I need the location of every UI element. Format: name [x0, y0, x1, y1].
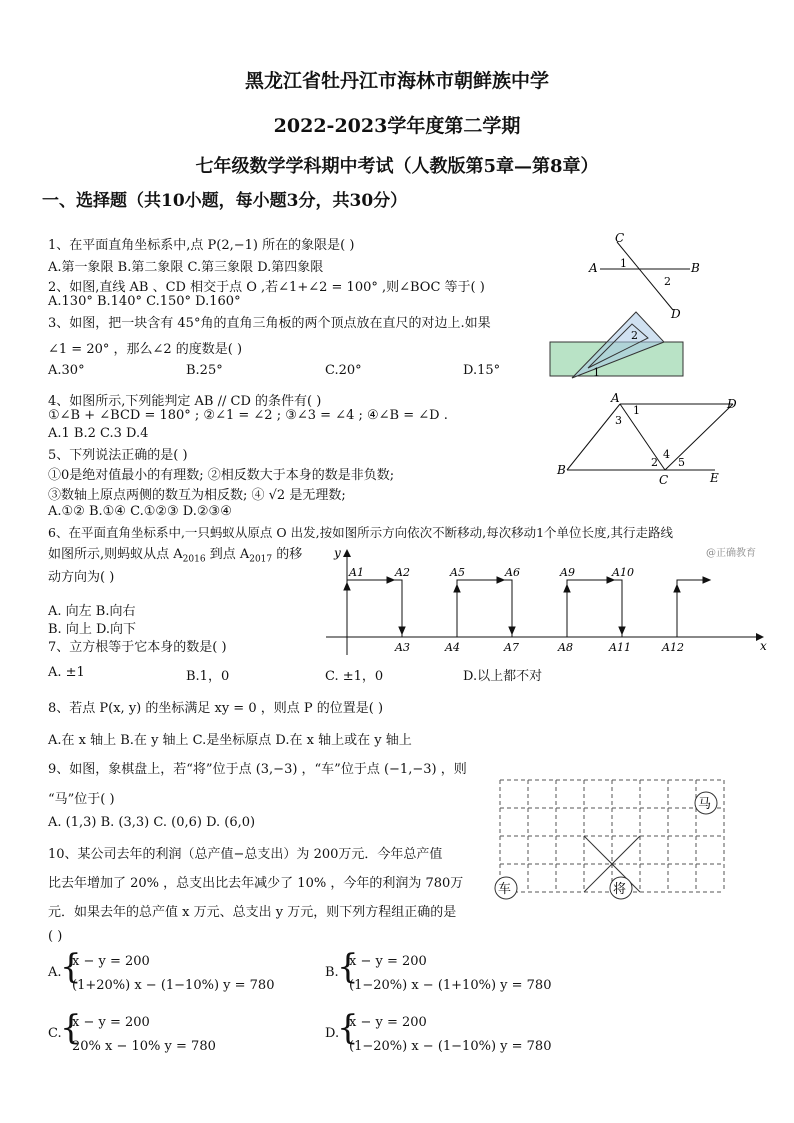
fig3-angle-2: 2: [651, 456, 658, 469]
q7-option-a: A. ±1: [48, 665, 85, 680]
q6-sub-2017: 2017: [249, 554, 273, 565]
label-a1: A1: [349, 566, 364, 579]
figure-parallelogram: [555, 392, 745, 487]
fig3-label-c: C: [659, 473, 669, 487]
figure-ant-path: [322, 545, 772, 660]
seg-ab: [567, 404, 620, 470]
q6-text-b: 到点 A: [205, 547, 250, 562]
q6-stem-3: 动方向为( ): [48, 570, 115, 585]
label-a7: A7: [504, 641, 519, 654]
exam-title: 七年级数学学科期中考试（人教版第5章—第8章）: [195, 156, 599, 177]
fig1-angle-2: 2: [664, 275, 671, 288]
q10-option-c-eq2: 20% x − 10% y = 780: [72, 1039, 216, 1054]
fig3-label-b: B: [557, 463, 566, 477]
q10-line-3: 元．如果去年的总产值 x 万元、总支出 y 万元，则下列方程组正确的是: [48, 905, 457, 920]
figure-chess-board: [490, 775, 750, 900]
q10-option-a-eq2: (1+20%) x − (1−10%) y = 780: [72, 978, 275, 993]
q7-option-c: C. ±1，0: [325, 669, 384, 684]
arrow-7-icon: [564, 585, 570, 592]
arrow-1-icon: [344, 583, 350, 590]
arrow-4-icon: [454, 585, 460, 592]
q5-statement-1: ①0是绝对值最小的有理数; ②相反数大于本身的数是非负数;: [48, 468, 395, 483]
q8-stem: 8、若点 P(x, y) 的坐标满足 xy = 0 ，则点 P 的位置是( ): [48, 701, 384, 716]
q2-options: A.130° B.140° C.150° D.160°: [48, 294, 241, 309]
q10-option-b-eq2: (1−20%) x − (1+10%) y = 780: [349, 978, 552, 993]
label-a3: A3: [395, 641, 410, 654]
q6-options-2: B. 向上 D.向下: [48, 622, 137, 637]
q10-option-d-eq2: (1−20%) x − (1−10%) y = 780: [349, 1039, 552, 1054]
fig3-angle-3: 3: [615, 414, 622, 427]
piece-ma-label: 马: [698, 797, 712, 812]
fig1-angle-1: 1: [620, 257, 627, 270]
q10-option-c-eq1: x − y = 200: [72, 1015, 150, 1030]
fig1-label-a: A: [589, 261, 598, 275]
q10-option-b-label: B.: [325, 965, 339, 980]
ant-arrows: [344, 577, 710, 634]
piece-jiang-label: 将: [613, 882, 627, 897]
q10-line-1: 10、某公司去年的利润（总产值−总支出）为 200万元．今年总产值: [48, 847, 443, 862]
figure-intersecting-lines: [585, 230, 715, 321]
q1-stem: 1、在平面直角坐标系中,点 P(2,−1) 所在的象限是( ): [48, 238, 355, 253]
q10-line-4: ( ): [48, 929, 63, 944]
figure-ruler-triangle: [548, 310, 688, 380]
fig1-label-d: D: [671, 307, 681, 321]
fig1-label-b: B: [691, 261, 700, 275]
seg-ac: [620, 404, 665, 470]
q7-option-d: D.以上都不对: [463, 669, 543, 684]
q10-option-a-brace: {: [60, 947, 82, 987]
q5-statement-2: ③数轴上原点两侧的数互为相反数; ④ √2 是无理数;: [48, 488, 346, 503]
fig2-angle-1: 1: [593, 366, 600, 379]
arrow-5-icon: [497, 577, 504, 583]
label-a6: A6: [505, 566, 520, 579]
q8-options: A.在 x 轴上 B.在 y 轴上 C.是坐标原点 D.在 x 轴上或在 y 轴上: [48, 733, 412, 748]
x-axis-label: x: [760, 639, 767, 653]
label-a4: A4: [445, 641, 460, 654]
q9-options: A. (1,3) B. (3,3) C. (0,6) D. (6,0): [48, 815, 256, 830]
q10-line-2: 比去年增加了 20% ，总支出比去年减少了 10% ，今年的利润为 780万: [48, 876, 464, 891]
q3-stem-1: 3、如图，把一块含有 45°角的直角三角板的两个顶点放在直尺的对边上.如果: [48, 316, 491, 331]
q10-option-a-label: A.: [48, 965, 62, 980]
q3-option-c: C.20°: [325, 363, 362, 378]
q1-options: A.第一象限 B.第二象限 C.第三象限 D.第四象限: [48, 260, 324, 275]
label-a9: A9: [560, 566, 575, 579]
arrow-11-icon: [703, 577, 710, 583]
arrow-2-icon: [387, 577, 394, 583]
q10-option-a-eq1: x − y = 200: [72, 954, 150, 969]
label-a8: A8: [558, 641, 573, 654]
q10-option-c-brace: {: [60, 1008, 82, 1048]
q3-option-a: A.30°: [48, 363, 85, 378]
board-grid: [500, 780, 724, 892]
label-a12: A12: [662, 641, 684, 654]
watermark: @正确教育: [706, 548, 756, 559]
q10-option-b-brace: {: [337, 947, 359, 987]
q10-option-b-eq1: x − y = 200: [349, 954, 427, 969]
arrow-6-icon: [509, 627, 515, 634]
section-heading: 一、选择题（共10小题，每小题3分，共30分）: [42, 191, 408, 211]
q4-options: A.1 B.2 C.3 D.4: [48, 426, 149, 441]
q9-stem-1: 9、如图，象棋盘上，若“将”位于点 (3,−3) ，“车”位于点 (−1,−3) ，则: [48, 762, 467, 777]
q4-stem: 4、如图所示,下列能判定 AB // CD 的条件有( ): [48, 394, 322, 409]
q7-option-b: B.1，0: [186, 669, 230, 684]
fig3-angle-1: 1: [633, 404, 640, 417]
fig2-angle-2: 2: [631, 329, 638, 342]
q6-stem-1: 6、在平面直角坐标系中,一只蚂蚁从原点 O 出发,按如图所示方向依次不断移动,每次移动1个单位长度,其行走路线: [48, 525, 673, 540]
school-title: 黑龙江省牡丹江市海林市朝鲜族中学: [244, 70, 549, 92]
q10-option-d-brace: {: [337, 1008, 359, 1048]
q4-conditions: ①∠B + ∠BCD = 180° ; ②∠1 = ∠2 ; ③∠3 = ∠4 ; ④∠B = ∠D .: [48, 408, 448, 423]
fig3-angle-4: 4: [663, 448, 670, 461]
fig3-angle-5: 5: [678, 456, 685, 469]
label-a10: A10: [612, 566, 634, 579]
q6-text-a: 如图所示,则蚂蚁从点 A: [48, 547, 183, 562]
q5-stem: 5、下列说法正确的是( ): [48, 448, 188, 463]
q7-stem: 7、立方根等于它本身的数是( ): [48, 640, 227, 655]
q3-stem-2: ∠1 = 20° ，那么∠2 的度数是( ): [48, 342, 243, 357]
q5-options: A.①② B.①④ C.①②③ D.②③④: [48, 504, 232, 519]
q10-option-c-label: C.: [48, 1026, 62, 1041]
q3-option-b: B.25°: [186, 363, 223, 378]
y-axis-arrow-icon: [343, 549, 351, 557]
q10-option-d-label: D.: [325, 1026, 340, 1041]
fig3-label-d: D: [727, 397, 737, 411]
q9-stem-2: “马”位于( ): [48, 792, 115, 807]
arrow-10-icon: [674, 585, 680, 592]
q6-options-1: A. 向左 B.向右: [48, 604, 136, 619]
arrow-9-icon: [619, 627, 625, 634]
fig1-label-c: C: [615, 231, 625, 245]
q2-stem: 2、如图,直线 AB 、CD 相交于点 O ,若∠1+∠2 = 100° ,则∠BOC 等于( ): [48, 280, 485, 295]
y-axis-label: y: [334, 546, 341, 560]
seg-cd: [665, 404, 733, 470]
label-a5: A5: [450, 566, 465, 579]
q10-option-d-eq1: x − y = 200: [349, 1015, 427, 1030]
piece-che-label: 车: [498, 882, 512, 897]
term-title: 2022-2023学年度第二学期: [273, 115, 521, 137]
fig3-label-e: E: [710, 471, 719, 485]
fig3-label-a: A: [611, 391, 620, 405]
q3-option-d: D.15°: [463, 363, 501, 378]
label-a11: A11: [609, 641, 631, 654]
label-a2: A2: [395, 566, 410, 579]
q6-text-c: 的移: [272, 547, 303, 562]
q6-stem-2: [48, 543, 302, 565]
arrow-3-icon: [399, 627, 405, 634]
q6-sub-2016: 2016: [182, 554, 206, 565]
